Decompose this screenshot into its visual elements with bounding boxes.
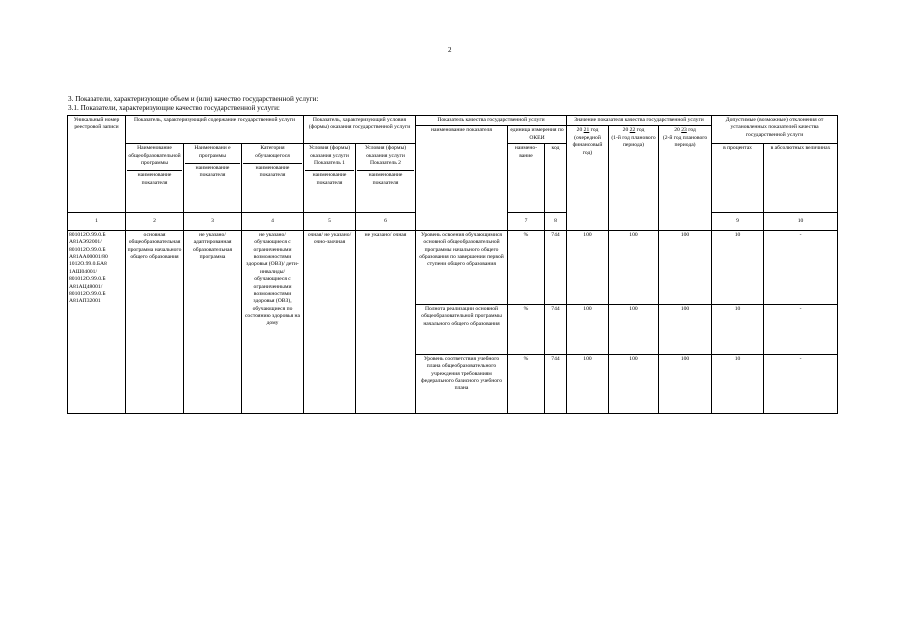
- category-subheader: Категория обучающегося наименование показателя: [242, 144, 304, 213]
- programs-subheader: Наименовани е программы наименование показателя: [184, 144, 242, 213]
- column-number: 4: [242, 213, 304, 231]
- year1-header: 20 21 год (очередной финансовый год): [567, 126, 609, 231]
- value-year2-cell: 100: [609, 304, 659, 354]
- value-year2-cell: 100: [609, 354, 659, 413]
- page-number: 2: [448, 46, 452, 54]
- deviation-absolute-cell: -: [764, 354, 838, 413]
- column-number: 3: [184, 213, 242, 231]
- column-number: 9: [712, 213, 764, 231]
- absolute-subheader: в абсолютных величинах: [764, 144, 838, 213]
- record-unique-number: 801012О.99.0.Б А81АЭ92001/ 801012О.99.0.Б А81АА00001/80 1012О.99.0.БА8 1АШ04001/ 801012О.99.0.Б А81АЦ48001/ 801012О.99.0.Б А81АП32001: [68, 230, 126, 413]
- record-program: основная общеобразовательная программа начального общего образования: [126, 230, 184, 413]
- indicator-name-cell: Уровень освоения обучающимися основной общеобразовательной программы начального общего образования по завершении первой ступени общего образования: [416, 230, 508, 304]
- deviation-percent-cell: 10: [712, 230, 764, 304]
- indicator-name-cell: Уровень соответствия учебного плана общеобразовательного учреждения требованиям федерального базисного учебного плана: [416, 354, 508, 413]
- unit-header: единица измерения по ОКЕИ: [508, 126, 567, 144]
- year2-header: 20 22 год (1-й год планового периода): [609, 126, 659, 231]
- cond1-subheader: Условия (формы) оказания услуги Показатель 1 наименование показателя: [304, 144, 356, 213]
- quality-indicator-header: Показатель качества государственной услуги: [416, 116, 567, 126]
- percent-subheader: в процентах: [712, 144, 764, 213]
- column-number: 10: [764, 213, 838, 231]
- value-year1-cell: 100: [567, 354, 609, 413]
- column-number: 7: [508, 213, 545, 231]
- value-year3-cell: 100: [659, 354, 712, 413]
- deviation-percent-cell: 10: [712, 354, 764, 413]
- value-year2-cell: 100: [609, 230, 659, 304]
- program-indicator-label: наименование показателя: [127, 170, 182, 187]
- unit-cell: %: [508, 354, 545, 413]
- year3-header: 20 23 год (2-й год планового периода): [659, 126, 712, 231]
- category-indicator-label: наименование показателя: [243, 163, 302, 180]
- code-cell: 744: [545, 354, 567, 413]
- deviations-header: Допустимые (возможные) отклонения от установленных показателей качества государственной услуги: [712, 116, 838, 144]
- record-category: не указано/ обучающиеся с ограниченными возможностями здоровья (ОВЗ)/ дети-инвалиды/ обучающиеся с ограниченными возможностями здоровья (ОВЗ), обучающиеся по состоянию здоровья на дому: [242, 230, 304, 413]
- cond1-indicator-label: наименование показателя: [305, 170, 354, 187]
- section-heading: 3. Показатели, характеризующие объем и (или) качество государственной услуги:: [68, 95, 319, 103]
- cond2-subheader: Условия (формы) оказания услуги Показатель 2 наименование показателя: [356, 144, 416, 213]
- value-year1-cell: 100: [567, 230, 609, 304]
- indicator-name-header: наименование показателя: [416, 126, 508, 231]
- program-subheader: Наименование общеобразовательной программы наименование показателя: [126, 144, 184, 213]
- cond2-indicator-label: наименование показателя: [357, 170, 414, 187]
- value-year3-cell: 100: [659, 230, 712, 304]
- record-cond2: не указано/ очная: [356, 230, 416, 413]
- deviation-absolute-cell: -: [764, 304, 838, 354]
- unique-number-header: Уникальный номер реестровой записи: [68, 116, 126, 213]
- column-number: 6: [356, 213, 416, 231]
- header-row-1: [68, 116, 838, 126]
- indicator-name-cell: Полнота реализации основной общеобразовательной программы начального общего образования: [416, 304, 508, 354]
- content-indicator-header: Показатель, характеризующий содержание государственной услуги: [126, 116, 304, 144]
- code-cell: 744: [545, 230, 567, 304]
- column-number: 2: [126, 213, 184, 231]
- deviation-percent-cell: 10: [712, 304, 764, 354]
- unit-name-subheader: наимено-вание: [508, 144, 545, 213]
- quality-indicators-table: [67, 115, 838, 414]
- record-form: очная/ не указано/ очно-заочная: [304, 230, 356, 413]
- conditions-indicator-header: Показатель, характеризующий условия (формы) оказания государственной услуги: [304, 116, 416, 144]
- record-programs: не указано/ адаптированная образовательная программа: [184, 230, 242, 413]
- column-number: 8: [545, 213, 567, 231]
- subsection-heading: 3.1. Показатели, характеризующие качество государственной услуги:: [68, 104, 280, 112]
- column-number: 5: [304, 213, 356, 231]
- value-year3-cell: 100: [659, 304, 712, 354]
- indicator-value-header: Значение показателя качества государственной услуги: [567, 116, 712, 126]
- column-number: 1: [68, 213, 126, 231]
- deviation-absolute-cell: -: [764, 230, 838, 304]
- table-row: [68, 230, 838, 304]
- code-cell: 744: [545, 304, 567, 354]
- programs-indicator-label: наименование показателя: [185, 163, 240, 180]
- value-year1-cell: 100: [567, 304, 609, 354]
- unit-cell: %: [508, 230, 545, 304]
- unit-cell: %: [508, 304, 545, 354]
- unit-code-subheader: код: [545, 144, 567, 213]
